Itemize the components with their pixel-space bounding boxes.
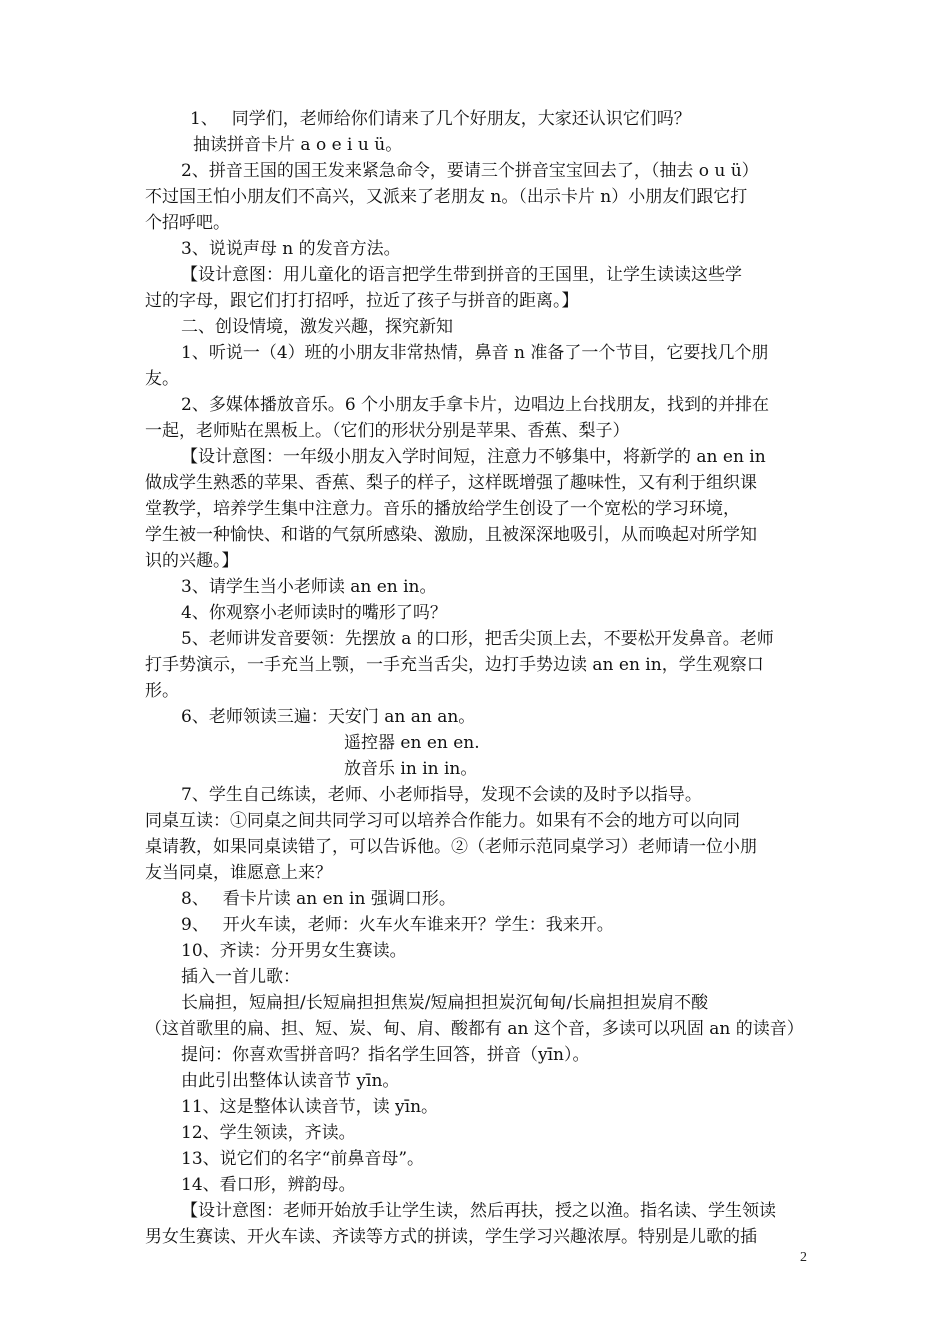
text-line: 学生被一种愉快、和谐的气氛所感染、激励，且被深深地吸引，从而唤起对所学知 <box>145 525 757 545</box>
text-line: 堂教学，培养学生集中注意力。音乐的播放给学生创设了一个宽松的学习环境， <box>145 499 740 519</box>
text-line: 抽读拼音卡片 a o e i u ü。 <box>193 135 403 155</box>
text-line: 4、你观察小老师读时的嘴形了吗？ <box>181 603 447 623</box>
text-line: 二、创设情境，激发兴趣，探究新知 <box>181 317 453 337</box>
text-line: 7、学生自己练读，老师、小老师指导，发现不会读的及时予以指导。 <box>181 785 702 805</box>
text-line: 一起，老师贴在黑板上。（它们的形状分别是苹果、香蕉、梨子） <box>145 421 630 441</box>
text-line: 【设计意图：老师开始放手让学生读，然后再扶，授之以渔。指名读、学生领读 <box>181 1201 776 1221</box>
text-line: 桌请教，如果同桌读错了，可以告诉他。②（老师示范同桌学习）老师请一位小朋 <box>145 837 757 857</box>
text-line: 由此引出整体认读音节 yīn。 <box>181 1071 400 1091</box>
page-number: 2 <box>800 1250 807 1265</box>
text-line: 同桌互读：①同桌之间共同学习可以培养合作能力。如果有不会的地方可以向同 <box>145 811 740 831</box>
text-line: （这首歌里的扁、担、短、炭、甸、肩、酸都有 an 这个音，多读可以巩固 an 的读音） <box>145 1019 804 1039</box>
text-line: 5、老师讲发音要领：先摆放 a 的口形，把舌尖顶上去，不要松开发鼻音。老师 <box>181 629 774 649</box>
text-line: 14、看口形，辨韵母。 <box>181 1175 356 1195</box>
text-line: 1、 同学们，老师给你们请来了几个好朋友，大家还认识它们吗？ <box>190 109 691 129</box>
text-line: 个招呼吧。 <box>145 213 230 233</box>
text-line: 1、听说一（4）班的小朋友非常热情，鼻音 n 准备了一个节目，它要找几个朋 <box>181 343 769 363</box>
text-line: 形。 <box>145 681 179 701</box>
text-line: 11、这是整体认读音节，读 yīn。 <box>181 1097 439 1117</box>
text-line: 放音乐 in in in。 <box>344 759 478 779</box>
text-line: 友当同桌，谁愿意上来？ <box>145 863 332 883</box>
text-line: 9、 开火车读，老师：火车火车谁来开？学生：我来开。 <box>181 915 614 935</box>
text-line: 3、说说声母 n 的发音方法。 <box>181 239 401 259</box>
text-line: 【设计意图：一年级小朋友入学时间短，注意力不够集中，将新学的 an en in <box>181 447 766 467</box>
text-line: 2、拼音王国的国王发来紧急命令，要请三个拼音宝宝回去了，（抽去 o u ü） <box>181 161 759 181</box>
text-line: 插入一首儿歌： <box>181 967 300 987</box>
text-line: 做成学生熟悉的苹果、香蕉、梨子的样子，这样既增强了趣味性，又有利于组织课 <box>145 473 757 493</box>
text-line: 遥控器 en en en. <box>344 733 480 753</box>
text-line: 打手势演示，一手充当上颚，一手充当舌尖，边打手势边读 an en in，学生观察口 <box>145 655 764 675</box>
text-line: 2、多媒体播放音乐。6 个小朋友手拿卡片，边唱边上台找朋友，找到的并排在 <box>181 395 770 415</box>
text-line: 3、请学生当小老师读 an en in。 <box>181 577 437 597</box>
text-line: 识的兴趣。】 <box>145 551 239 571</box>
text-line: 长扁担，短扁担/长短扁担担焦炭/短扁担担炭沉甸甸/长扁担担炭肩不酸 <box>181 993 709 1013</box>
text-line: 不过国王怕小朋友们不高兴，又派来了老朋友 n。（出示卡片 n）小朋友们跟它打 <box>145 187 748 207</box>
text-line: 6、老师领读三遍：天安门 an an an。 <box>181 707 476 727</box>
text-line: 过的字母，跟它们打打招呼，拉近了孩子与拼音的距离。】 <box>145 291 579 311</box>
text-line: 10、齐读：分开男女生赛读。 <box>181 941 407 961</box>
text-line: 8、 看卡片读 an en in 强调口形。 <box>181 889 456 909</box>
text-line: 提问：你喜欢雪拼音吗？指名学生回答，拼音（yīn）。 <box>181 1045 590 1065</box>
text-line: 12、学生领读，齐读。 <box>181 1123 356 1143</box>
text-line: 男女生赛读、开火车读、齐读等方式的拼读，学生学习兴趣浓厚。特别是儿歌的插 <box>145 1227 757 1247</box>
text-line: 【设计意图：用儿童化的语言把学生带到拼音的王国里，让学生读读这些学 <box>181 265 742 285</box>
text-line: 友。 <box>145 369 179 389</box>
text-line: 13、说它们的名字“前鼻音母”。 <box>181 1149 425 1169</box>
